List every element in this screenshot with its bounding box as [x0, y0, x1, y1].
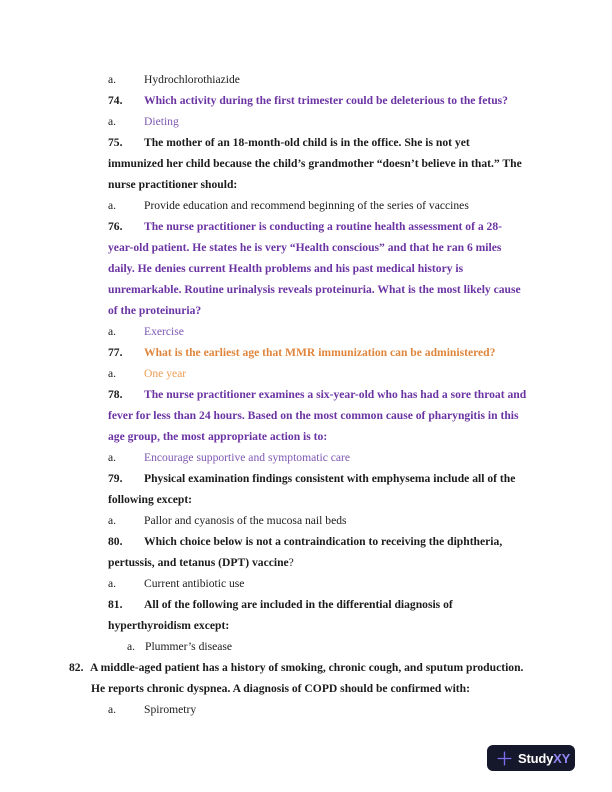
line-text: What is the earliest age that MMR immunization can be administered? — [144, 346, 496, 359]
question-line — [0, 657, 612, 678]
line-text: The nurse practitioner is conducting a routine health assessment of a 28- — [144, 220, 503, 233]
line-text: Current antibiotic use — [144, 577, 245, 590]
line-text: hyperthyroidism except: — [108, 619, 230, 632]
question-line — [0, 90, 612, 111]
line-text: The nurse practitioner examines a six-year-old who has had a sore throat and — [144, 388, 527, 401]
line-text: unremarkable. Routine urinalysis reveals proteinuria. What is the most likely cause — [108, 283, 521, 296]
list-marker: 81. — [108, 598, 123, 611]
list-marker: a. — [108, 367, 117, 380]
question-line — [0, 384, 612, 405]
continuation-line — [0, 615, 612, 636]
list-marker: 80. — [108, 535, 123, 548]
continuation-line — [0, 426, 612, 447]
list-marker: a. — [108, 199, 117, 212]
answer-line — [0, 699, 612, 720]
list-marker: 82. — [69, 661, 84, 674]
list-marker: 75. — [108, 136, 123, 149]
answer-line — [0, 510, 612, 531]
line-text: Hydrochlorothiazide — [144, 73, 240, 86]
line-text: Which activity during the first trimester could be deleterious to the fetus? — [144, 94, 508, 107]
line-text: pertussis, and tetanus (DPT) vaccine — [108, 556, 289, 569]
line-text: Plummer’s disease — [145, 640, 233, 653]
answer-line — [0, 321, 612, 342]
line-text: Exercise — [144, 325, 184, 338]
line-text: year-old patient. He states he is very “Health conscious” and that he ran 6 miles — [108, 241, 502, 254]
question-line — [0, 132, 612, 153]
line-text: Which choice below is not a contraindication to receiving the diphtheria, — [144, 535, 503, 548]
brand-name-accent: XY — [553, 750, 571, 766]
answer-line — [0, 447, 612, 468]
line-text: nurse practitioner should: — [108, 178, 238, 191]
answer-line — [0, 573, 612, 594]
continuation-line — [0, 174, 612, 195]
continuation-line — [0, 552, 612, 573]
continuation-line — [0, 237, 612, 258]
continuation-line — [0, 489, 612, 510]
continuation-line — [0, 153, 612, 174]
line-text: Spirometry — [144, 703, 197, 716]
line-text: of the proteinuria? — [108, 304, 202, 317]
line-text: All of the following are included in the differential diagnosis of — [144, 598, 453, 611]
continuation-line — [0, 258, 612, 279]
list-marker: a. — [108, 73, 117, 86]
list-marker: a. — [108, 703, 117, 716]
list-marker: a. — [127, 640, 136, 653]
list-marker: 74. — [108, 94, 123, 107]
continuation-line — [0, 678, 612, 699]
line-text: Dieting — [144, 115, 179, 128]
continuation-line — [0, 405, 612, 426]
list-marker: a. — [108, 451, 117, 464]
question-line — [0, 594, 612, 615]
line-text: fever for less than 24 hours. Based on the most common cause of pharyngitis in this — [108, 409, 519, 422]
answer-line — [0, 363, 612, 384]
question-line — [0, 531, 612, 552]
list-marker: a. — [108, 514, 117, 527]
list-marker: a. — [108, 325, 117, 338]
line-text-suffix: ? — [288, 556, 294, 569]
line-text: Encourage supportive and symptomatic care — [144, 451, 351, 464]
line-text: Pallor and cyanosis of the mucosa nail beds — [144, 514, 347, 527]
answer-line — [0, 111, 612, 132]
plus-icon — [496, 750, 513, 767]
brand-name-primary: Study — [518, 750, 554, 766]
continuation-line — [0, 300, 612, 321]
question-line — [0, 468, 612, 489]
list-marker: 78. — [108, 388, 123, 401]
line-text: He reports chronic dyspnea. A diagnosis of COPD should be confirmed with: — [91, 682, 470, 695]
list-marker: 79. — [108, 472, 123, 485]
line-text: One year — [144, 367, 187, 380]
studyxy-logo-badge[interactable] — [487, 745, 575, 771]
answer-line — [0, 636, 612, 657]
line-text: A middle-aged patient has a history of smoking, chronic cough, and sputum production. — [90, 661, 524, 674]
brand-name — [518, 752, 570, 765]
answer-line — [0, 69, 612, 90]
list-marker: a. — [108, 115, 117, 128]
question-list — [0, 69, 612, 720]
question-line — [0, 342, 612, 363]
line-text: Physical examination findings consistent with emphysema include all of the — [144, 472, 516, 485]
question-line — [0, 216, 612, 237]
line-text: Provide education and recommend beginning of the series of vaccines — [144, 199, 469, 212]
list-marker: a. — [108, 577, 117, 590]
continuation-line — [0, 279, 612, 300]
line-text: age group, the most appropriate action is to: — [108, 430, 328, 443]
line-text: daily. He denies current Health problems and his past medical history is — [108, 262, 464, 275]
list-marker: 77. — [108, 346, 123, 359]
line-text: The mother of an 18-month-old child is in the office. She is not yet — [144, 136, 470, 149]
list-marker: 76. — [108, 220, 123, 233]
line-text: immunized her child because the child’s grandmother “doesn’t believe in that.” The — [108, 157, 522, 170]
line-text: following except: — [108, 493, 193, 506]
answer-line — [0, 195, 612, 216]
